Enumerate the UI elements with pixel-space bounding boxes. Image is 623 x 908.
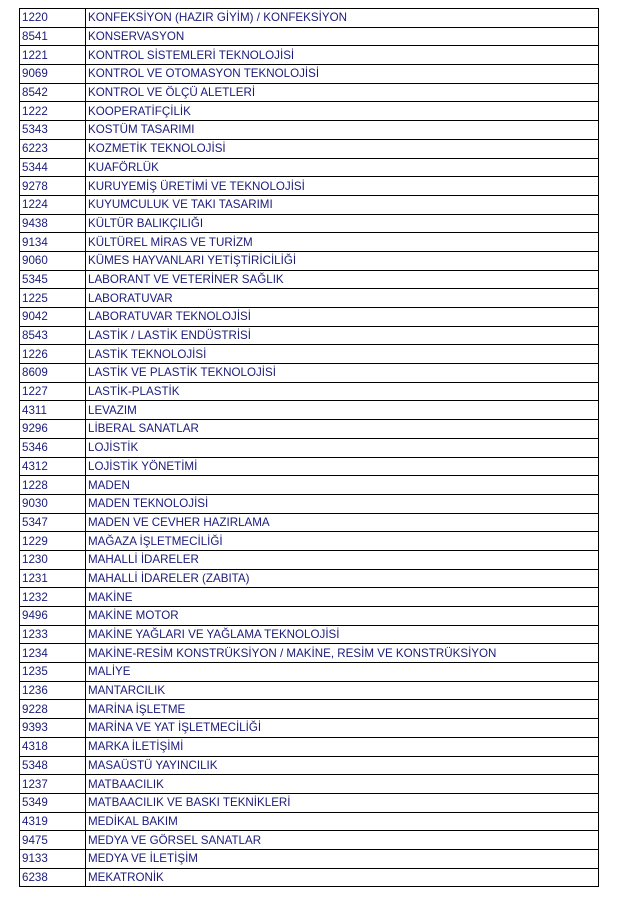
table-row <box>20 177 599 196</box>
program-name-cell: MARKA İLETİŞİMİ <box>86 737 599 756</box>
program-code-cell: 5349 <box>20 793 86 812</box>
program-code-cell: 9069 <box>20 65 86 84</box>
program-code-cell: 1222 <box>20 102 86 121</box>
table-row <box>20 65 599 84</box>
table-row <box>20 214 599 233</box>
table-row <box>20 121 599 140</box>
program-code-cell: 9042 <box>20 308 86 327</box>
table-row <box>20 27 599 46</box>
program-name-cell: MAKİNE-RESİM KONSTRÜKSİYON / MAKİNE, RESİM VE KONSTRÜKSİYON <box>86 644 599 663</box>
program-code-cell: 8541 <box>20 27 86 46</box>
program-code-cell: 4312 <box>20 457 86 476</box>
table-row <box>20 588 599 607</box>
table-row <box>20 476 599 495</box>
program-code-cell: 5346 <box>20 438 86 457</box>
program-code-cell: 1232 <box>20 588 86 607</box>
table-row <box>20 625 599 644</box>
program-name-cell: KOOPERATİFÇİLİK <box>86 102 599 121</box>
program-name-cell: MAHALLİ İDARELER (ZABITA) <box>86 569 599 588</box>
program-code-cell: 5345 <box>20 270 86 289</box>
table-row <box>20 158 599 177</box>
table-row <box>20 663 599 682</box>
table-row <box>20 681 599 700</box>
program-code-cell: 8609 <box>20 364 86 383</box>
table-row <box>20 849 599 868</box>
program-name-cell: MATBAACILIK <box>86 775 599 794</box>
table-row <box>20 195 599 214</box>
program-code-cell: 6238 <box>20 868 86 887</box>
program-name-cell: LABORATUVAR <box>86 289 599 308</box>
program-code-cell: 1221 <box>20 46 86 65</box>
table-row <box>20 569 599 588</box>
program-code-cell: 1237 <box>20 775 86 794</box>
program-code-cell: 1228 <box>20 476 86 495</box>
program-name-cell: KUYUMCULUK VE TAKI TASARIMI <box>86 195 599 214</box>
program-name-cell: MADEN VE CEVHER HAZIRLAMA <box>86 513 599 532</box>
program-name-cell: LASTİK VE PLASTİK TEKNOLOJİSİ <box>86 364 599 383</box>
program-name-cell: KOZMETİK TEKNOLOJİSİ <box>86 139 599 158</box>
program-code-cell: 1229 <box>20 532 86 551</box>
table-row <box>20 364 599 383</box>
program-name-cell: MATBAACILIK VE BASKI TEKNİKLERİ <box>86 793 599 812</box>
table-row <box>20 83 599 102</box>
table-row <box>20 737 599 756</box>
program-code-cell: 9278 <box>20 177 86 196</box>
program-name-cell: MAKİNE YAĞLARI VE YAĞLAMA TEKNOLOJİSİ <box>86 625 599 644</box>
program-code-cell: 9296 <box>20 420 86 439</box>
table-row <box>20 233 599 252</box>
program-code-table-wrapper <box>19 8 599 887</box>
table-row <box>20 345 599 364</box>
program-code-cell: 9060 <box>20 251 86 270</box>
table-row <box>20 46 599 65</box>
program-code-cell: 1220 <box>20 9 86 28</box>
table-row <box>20 438 599 457</box>
program-name-cell: KÜLTÜR BALIKÇILIĞI <box>86 214 599 233</box>
table-row <box>20 420 599 439</box>
program-name-cell: MASAÜSTÜ YAYINCILIK <box>86 756 599 775</box>
table-row <box>20 793 599 812</box>
table-row <box>20 532 599 551</box>
program-name-cell: MEKATRONİK <box>86 868 599 887</box>
program-code-cell: 1233 <box>20 625 86 644</box>
program-name-cell: KONTROL VE OTOMASYON TEKNOLOJİSİ <box>86 65 599 84</box>
table-row <box>20 812 599 831</box>
program-code-cell: 9393 <box>20 719 86 738</box>
program-code-cell: 1234 <box>20 644 86 663</box>
program-code-cell: 6223 <box>20 139 86 158</box>
program-name-cell: LASTİK TEKNOLOJİSİ <box>86 345 599 364</box>
program-code-cell: 1227 <box>20 382 86 401</box>
program-name-cell: KÜMES HAYVANLARI YETİŞTİRİCİLİĞİ <box>86 251 599 270</box>
program-name-cell: LASTİK / LASTİK ENDÜSTRİSİ <box>86 326 599 345</box>
table-row <box>20 607 599 626</box>
table-row <box>20 644 599 663</box>
table-row <box>20 513 599 532</box>
table-row <box>20 868 599 887</box>
program-code-cell: 9133 <box>20 849 86 868</box>
table-row <box>20 270 599 289</box>
table-row <box>20 326 599 345</box>
table-row <box>20 308 599 327</box>
table-row <box>20 719 599 738</box>
table-row <box>20 401 599 420</box>
table-row <box>20 289 599 308</box>
table-row <box>20 756 599 775</box>
program-code-cell: 4319 <box>20 812 86 831</box>
table-row <box>20 251 599 270</box>
program-name-cell: MAKİNE MOTOR <box>86 607 599 626</box>
program-code-cell: 5348 <box>20 756 86 775</box>
program-name-cell: LOJİSTİK YÖNETİMİ <box>86 457 599 476</box>
program-name-cell: LABORANT VE VETERİNER SAĞLIK <box>86 270 599 289</box>
table-row <box>20 700 599 719</box>
program-code-cell: 1230 <box>20 550 86 569</box>
program-code-cell: 8543 <box>20 326 86 345</box>
program-code-cell: 9134 <box>20 233 86 252</box>
table-row <box>20 457 599 476</box>
table-row <box>20 831 599 850</box>
program-name-cell: MAKİNE <box>86 588 599 607</box>
table-row <box>20 775 599 794</box>
program-name-cell: LOJİSTİK <box>86 438 599 457</box>
program-name-cell: LABORATUVAR TEKNOLOJİSİ <box>86 308 599 327</box>
program-code-cell: 5344 <box>20 158 86 177</box>
program-code-cell: 9496 <box>20 607 86 626</box>
table-body <box>20 9 599 887</box>
program-code-cell: 5347 <box>20 513 86 532</box>
program-name-cell: KÜLTÜREL MİRAS VE TURİZM <box>86 233 599 252</box>
program-name-cell: KONFEKSİYON (HAZIR GİYİM) / KONFEKSİYON <box>86 9 599 28</box>
program-name-cell: MALİYE <box>86 663 599 682</box>
program-code-cell: 8542 <box>20 83 86 102</box>
program-code-cell: 1231 <box>20 569 86 588</box>
program-name-cell: MANTARCILIK <box>86 681 599 700</box>
program-code-cell: 1226 <box>20 345 86 364</box>
program-name-cell: MAHALLİ İDARELER <box>86 550 599 569</box>
program-name-cell: MARİNA İŞLETME <box>86 700 599 719</box>
program-code-cell: 4311 <box>20 401 86 420</box>
program-name-cell: MEDYA VE GÖRSEL SANATLAR <box>86 831 599 850</box>
program-code-cell: 5343 <box>20 121 86 140</box>
program-name-cell: LASTİK-PLASTİK <box>86 382 599 401</box>
program-name-cell: LEVAZIM <box>86 401 599 420</box>
program-name-cell: MEDYA VE İLETİŞİM <box>86 849 599 868</box>
program-code-cell: 1225 <box>20 289 86 308</box>
program-name-cell: KUAFÖRLÜK <box>86 158 599 177</box>
program-code-table <box>19 8 599 887</box>
program-code-cell: 4318 <box>20 737 86 756</box>
program-name-cell: KONTROL VE ÖLÇÜ ALETLERİ <box>86 83 599 102</box>
program-code-cell: 9475 <box>20 831 86 850</box>
program-code-cell: 1235 <box>20 663 86 682</box>
program-code-cell: 1236 <box>20 681 86 700</box>
program-name-cell: KONSERVASYON <box>86 27 599 46</box>
table-row <box>20 382 599 401</box>
program-code-cell: 9030 <box>20 494 86 513</box>
program-name-cell: LİBERAL SANATLAR <box>86 420 599 439</box>
table-row <box>20 494 599 513</box>
program-name-cell: MAĞAZA İŞLETMECİLİĞİ <box>86 532 599 551</box>
program-name-cell: KOSTÜM TASARIMI <box>86 121 599 140</box>
program-name-cell: MEDİKAL BAKIM <box>86 812 599 831</box>
program-name-cell: KONTROL SİSTEMLERİ TEKNOLOJİSİ <box>86 46 599 65</box>
table-row <box>20 550 599 569</box>
program-name-cell: MADEN TEKNOLOJİSİ <box>86 494 599 513</box>
table-row <box>20 139 599 158</box>
program-name-cell: KURUYEMİŞ ÜRETİMİ VE TEKNOLOJİSİ <box>86 177 599 196</box>
program-code-cell: 1224 <box>20 195 86 214</box>
table-row <box>20 9 599 28</box>
program-code-cell: 9228 <box>20 700 86 719</box>
table-row <box>20 102 599 121</box>
program-code-cell: 9438 <box>20 214 86 233</box>
program-name-cell: MARİNA VE YAT İŞLETMECİLİĞİ <box>86 719 599 738</box>
program-name-cell: MADEN <box>86 476 599 495</box>
